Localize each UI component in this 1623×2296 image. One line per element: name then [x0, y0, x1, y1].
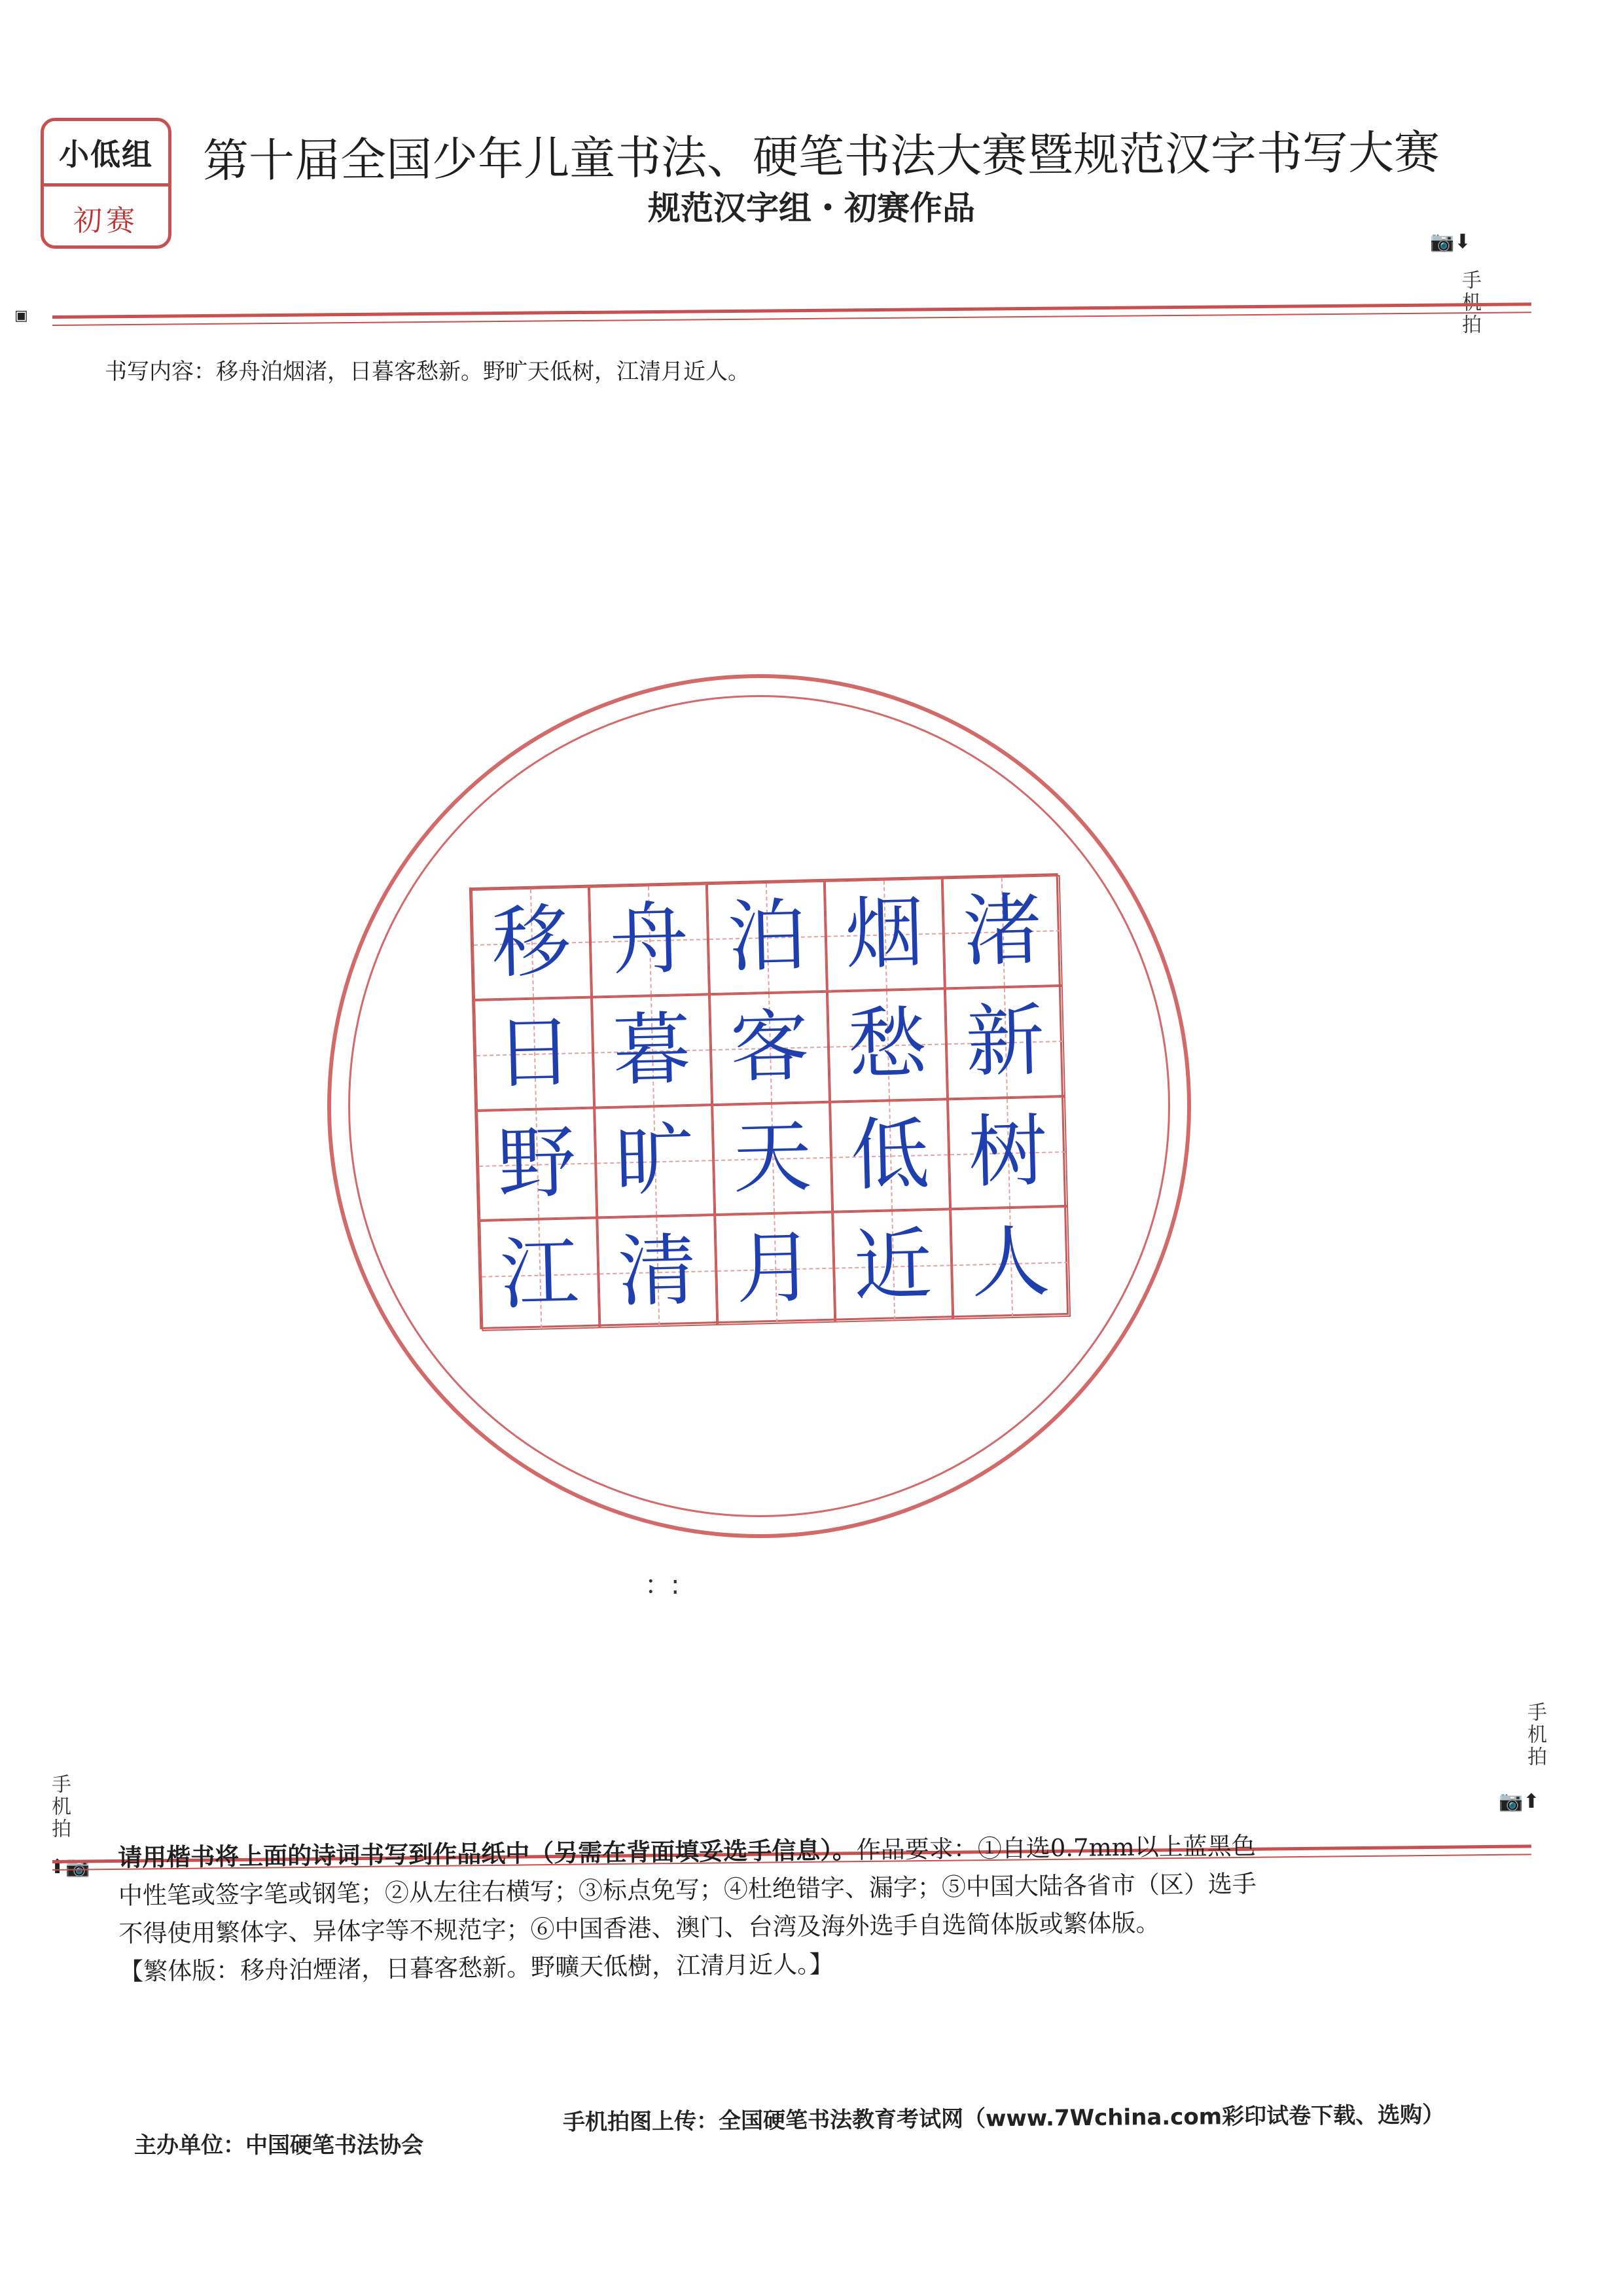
- grid-cell: 人: [950, 1206, 1071, 1319]
- badge-group-label: 小低组: [44, 121, 168, 187]
- grid-cell: 新: [945, 986, 1065, 1099]
- badge-round-label: 初赛: [73, 204, 139, 238]
- requirements-line-2: 中性笔或签字笔或钢笔；②从左往右横写；③标点免写；④杜绝错字、漏字；⑤中国大陆各省市（区）选手: [118, 1869, 1257, 1910]
- requirements-line-3: 不得使用繁体字、异体字等不规范字；⑥中国香港、澳门、台湾及海外选手自选简体版或繁体版。: [118, 1909, 1160, 1948]
- phone-shoot-label-bottom-right: 手机拍: [1524, 1702, 1546, 1768]
- requirements-line-1: 请用楷书将上面的诗词书写到作品纸中（另需在背面填妥选手信息）。作品要求：①自选0.7mm以上蓝黑色: [118, 1831, 1256, 1872]
- grid-cell: 近: [832, 1210, 953, 1323]
- grid-cell: 月: [715, 1212, 835, 1325]
- requirements-line-4: 【繁体版：移舟泊煙渚，日暮客愁新。野曠天低樹，江清月近人。】: [118, 1950, 834, 1986]
- grid-cell: 低: [830, 1099, 950, 1212]
- phone-shoot-label-top-right: 手机拍: [1458, 270, 1481, 336]
- grid-cell: 野: [476, 1107, 597, 1221]
- grid-cell: 暮: [592, 994, 712, 1107]
- grid-cell: 天: [712, 1102, 832, 1215]
- grid-cell: 泊: [707, 881, 827, 994]
- top-divider: [52, 302, 1531, 319]
- writing-content-label: 书写内容：移舟泊烟渚，日暮客愁新。野旷天低树，江清月近人。: [105, 359, 750, 385]
- camera-upload-icon-right: 📷⬆: [1499, 1790, 1540, 1813]
- grid-cell: 清: [597, 1215, 717, 1328]
- grid-cell: 树: [948, 1096, 1068, 1209]
- writing-grid: [469, 873, 1069, 1329]
- camera-download-icon: 📷⬇: [1430, 230, 1471, 253]
- upload-text: 手机拍图上传：全国硬笔书法教育考试网（www.7Wchina.com彩印试卷下载、选购）: [562, 2102, 1445, 2136]
- camera-icon-top-left: ▣: [14, 308, 28, 324]
- stray-marks: ：:: [645, 1570, 680, 1600]
- page-title: 第十届全国少年儿童书法、硬笔书法大赛暨规范汉字书写大赛: [202, 125, 1440, 188]
- grid-cell: 愁: [827, 988, 948, 1102]
- page-subtitle: 规范汉字组・初赛作品: [648, 189, 975, 227]
- grid-cell: 舟: [589, 884, 709, 997]
- grid-cell: 江: [479, 1218, 599, 1331]
- grid-cell: 渚: [942, 875, 1063, 988]
- phone-shoot-label-bottom-left: 手机拍: [48, 1774, 71, 1840]
- grid-cell: 烟: [825, 878, 945, 991]
- camera-upload-icon-left: ⬆📷: [49, 1856, 90, 1878]
- submission-requirements: [118, 1825, 1507, 1991]
- grid-cell: 客: [709, 992, 830, 1105]
- grid-cell: 旷: [594, 1105, 715, 1218]
- grid-cell: 移: [471, 887, 592, 1000]
- grid-cell: 日: [474, 997, 594, 1110]
- organizer-text: 主办单位：中国硬笔书法协会: [134, 2132, 423, 2159]
